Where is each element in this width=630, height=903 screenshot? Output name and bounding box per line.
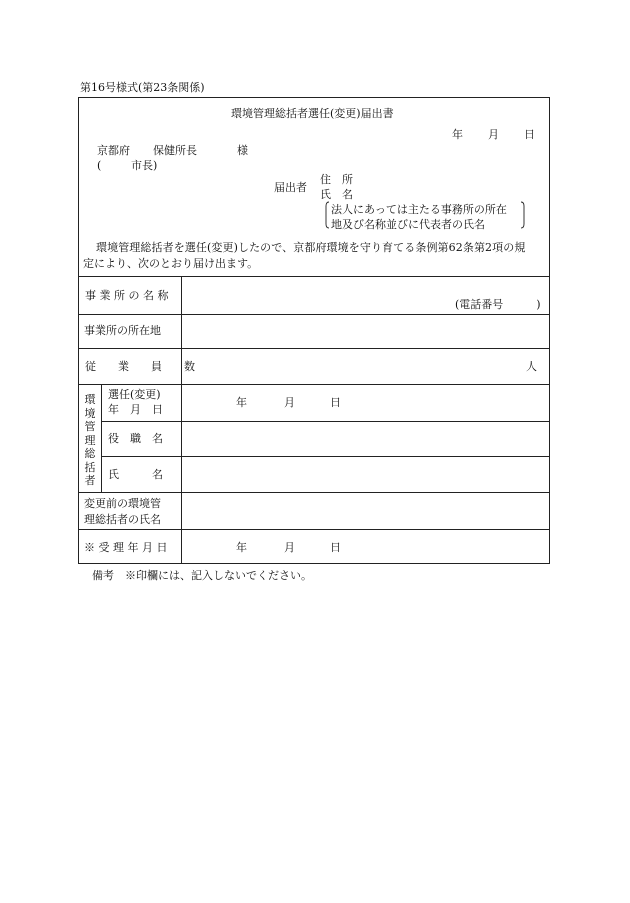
received-day: 日 — [330, 541, 341, 554]
position-label: 役 職 名 — [108, 432, 163, 445]
manager-group-char: 環 — [84, 393, 96, 406]
received-date-label: ※ 受 理 年 月 日 — [84, 541, 168, 554]
appointment-label-2: 年 月 日 — [108, 403, 163, 416]
row-rule — [78, 348, 550, 349]
previous-manager-label-1: 変更前の環境管 — [84, 497, 161, 510]
notifier-address-label: 住 所 — [320, 173, 353, 186]
employees-label: 従 業 員 数 — [85, 360, 195, 373]
office-name-label: 事 業 所 の 名 称 — [85, 289, 169, 302]
remarks: 備考 ※印欄には、記入しないでください。 — [92, 569, 312, 582]
form-title: 環境管理総括者選任(変更)届出書 — [231, 107, 394, 120]
received-year: 年 — [236, 541, 247, 554]
notifier-name-label: 氏 名 — [320, 188, 353, 201]
date-month: 月 — [488, 128, 499, 141]
body-text-line1: 環境管理総括者を選任(変更)したので、京都府環境を守り育てる条例第62条第2項の規 — [96, 241, 526, 254]
notifier-label: 届出者 — [274, 181, 307, 194]
notifier-note-line1: 法人にあっては主たる事務所の所在 — [331, 203, 507, 216]
manager-group-char: 境 — [84, 406, 96, 420]
manager-group-char: 総 — [84, 447, 96, 460]
notifier-note-line2: 地及び名称並びに代表者の氏名 — [331, 218, 485, 231]
manager-name-label: 氏 名 — [108, 468, 163, 481]
employees-unit: 人 — [526, 360, 537, 373]
received-month: 月 — [284, 541, 295, 554]
phone-label: (電話番号 ) — [455, 298, 541, 311]
manager-group-char: 管 — [84, 420, 96, 433]
appointment-year: 年 — [236, 396, 247, 409]
row-rule — [78, 492, 550, 493]
form-number: 第16号様式(第23条関係) — [80, 81, 205, 94]
addressee-prefecture: 京都府 — [97, 144, 130, 157]
addressee-city: 市長) — [131, 159, 158, 172]
date-year: 年 — [452, 128, 463, 141]
manager-group-char: 理 — [84, 433, 96, 447]
previous-manager-label-2: 理総括者の氏名 — [84, 513, 161, 526]
table-top-rule — [78, 276, 550, 277]
manager-group-char: 括 — [84, 460, 96, 474]
appointment-day: 日 — [330, 396, 341, 409]
appointment-month: 月 — [284, 396, 295, 409]
appointment-label-1: 選任(変更) — [108, 388, 161, 401]
manager-group-label — [84, 393, 96, 488]
addressee-paren: ( — [97, 159, 102, 172]
column-rule — [101, 384, 102, 492]
body-text-line2: 定により、次のとおり届け出ます。 — [83, 257, 259, 270]
manager-group-char: 者 — [84, 474, 96, 487]
date-day: 日 — [524, 128, 535, 141]
row-rule — [78, 384, 550, 385]
office-location-label: 事業所の所在地 — [84, 324, 161, 337]
addressee-honorific: 様 — [237, 144, 248, 157]
row-rule — [78, 314, 550, 315]
addressee-office: 保健所長 — [153, 144, 197, 157]
row-rule — [101, 421, 550, 422]
row-rule — [78, 529, 550, 530]
column-rule — [181, 276, 182, 564]
row-rule — [101, 456, 550, 457]
